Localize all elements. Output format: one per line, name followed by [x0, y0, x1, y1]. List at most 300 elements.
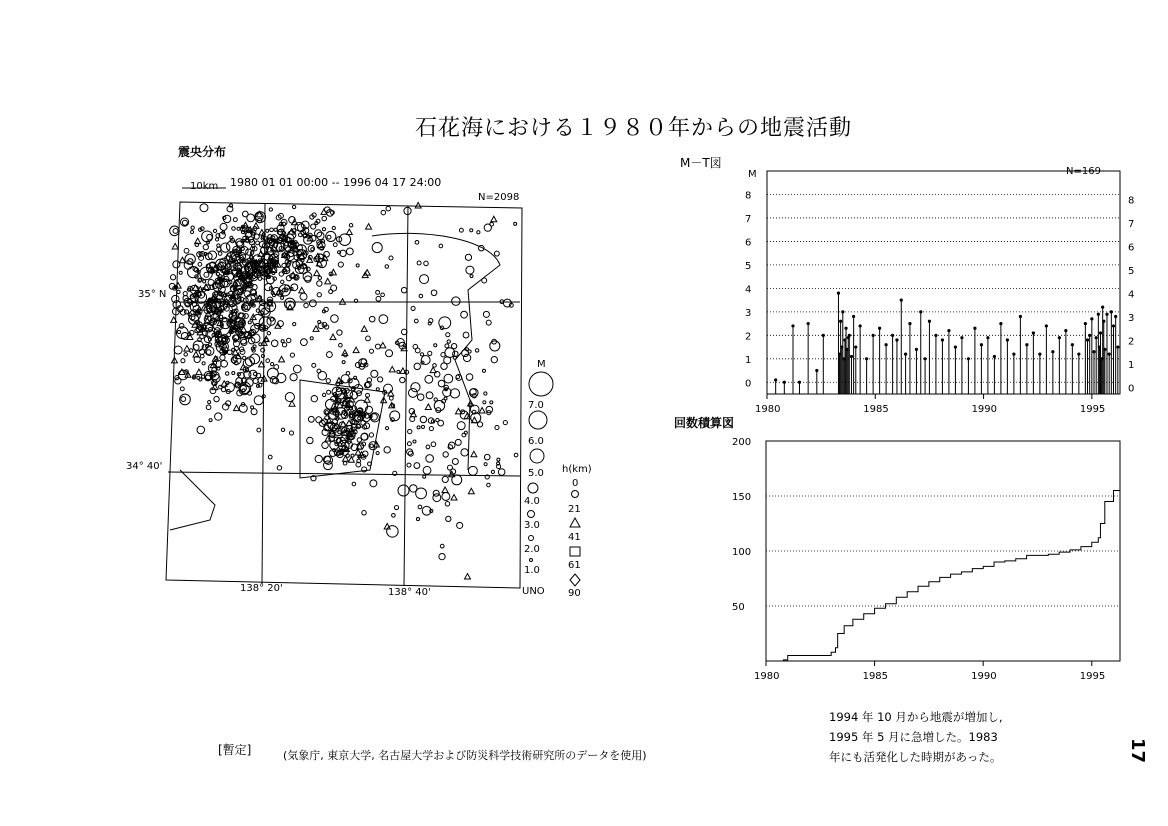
legend-circle-m1: [530, 559, 533, 562]
epicenter-marker: [318, 371, 327, 380]
epicenter-marker: [401, 287, 406, 292]
mt-y-tick-right: 5: [1128, 265, 1135, 277]
epicenter-marker: [205, 316, 208, 319]
mt-event-point: [844, 327, 847, 330]
epicenter-marker: [444, 374, 453, 383]
epicenter-marker: [379, 315, 388, 324]
epicenter-marker: [490, 341, 500, 351]
epicenter-marker: [331, 285, 337, 291]
epicenter-marker: [514, 222, 517, 225]
epicenter-marker: [326, 352, 332, 358]
epicenter-marker: [486, 406, 493, 413]
epicenter-marker: [287, 338, 291, 342]
epicenter-marker: [193, 345, 199, 351]
epicenter-marker: [462, 433, 466, 437]
epicenter-marker: [410, 485, 417, 492]
epicenter-marker: [503, 299, 511, 307]
epicenter-marker: [428, 351, 432, 355]
mt-chart: [745, 166, 1134, 415]
mt-event-point: [986, 336, 989, 339]
epicenter-marker: [277, 373, 286, 382]
epicenter-marker: [400, 377, 405, 382]
epicenter-marker: [317, 281, 322, 286]
epicenter-marker: [389, 256, 393, 260]
epicenter-marker: [206, 405, 211, 410]
epicenter-marker: [214, 396, 219, 401]
mt-event-point: [839, 320, 842, 323]
legend-circle-m7: [529, 372, 553, 396]
description-line-1: 1994 年 10 月から地震が増加し,: [829, 710, 1003, 724]
mt-y-tick-left: 7: [745, 213, 752, 225]
epicenter-marker: [447, 465, 452, 470]
legend-circle-m4: [528, 483, 538, 493]
epicenter-marker: [414, 463, 420, 469]
epicenter-marker: [311, 248, 314, 251]
epicenter-marker: [322, 393, 325, 396]
map-period: 1980 01 01 00:00 -- 1996 04 17 24:00: [230, 176, 442, 189]
legend-depth-title: h(km): [562, 464, 592, 475]
mt-event-point: [1051, 350, 1054, 353]
epicenter-marker: [207, 234, 213, 240]
legend-depth-label: 90: [568, 588, 581, 599]
cumulative-series-line: [766, 476, 1120, 661]
cum-y-tick-label: 50: [732, 602, 745, 613]
lat-label-35: 35° N: [138, 289, 167, 300]
epicenter-marker: [494, 251, 499, 256]
mt-event-point: [783, 381, 786, 384]
epicenter-marker: [477, 422, 482, 427]
cum-x-tick-label: 1990: [971, 671, 997, 682]
epicenter-marker: [487, 483, 491, 487]
epicenter-marker: [438, 380, 445, 387]
epicenter-marker: [215, 238, 218, 241]
epicenter-marker: [421, 425, 424, 428]
epicenter-marker: [394, 505, 398, 509]
epicenter-marker: [346, 229, 352, 235]
epicenter-marker: [420, 275, 429, 284]
epicenter-marker: [357, 438, 361, 442]
epicenter-marker: [220, 223, 227, 230]
page-number: 17: [1127, 738, 1148, 764]
epicenter-marker: [315, 455, 322, 462]
epicenter-marker: [414, 363, 420, 369]
mt-plot-frame: [767, 171, 1120, 394]
mt-event-point: [807, 322, 810, 325]
epicenter-marker: [436, 418, 439, 421]
epicenter-marker: [514, 453, 518, 457]
epicenter-marker: [475, 349, 478, 352]
epicenter-marker: [330, 334, 336, 340]
epicenter-marker: [243, 356, 246, 359]
epicenter-marker: [366, 224, 372, 230]
epicenter-marker: [293, 322, 296, 325]
epicenter-marker: [362, 511, 366, 515]
epicenter-marker: [270, 318, 273, 321]
epicenter-marker: [415, 240, 419, 244]
epicenter-marker: [434, 372, 440, 378]
epicenter-marker: [490, 222, 494, 226]
map-grid-line: [404, 206, 408, 586]
epicenter-marker: [213, 229, 216, 232]
epicenter-marker: [495, 426, 499, 430]
epicenter-marker: [410, 417, 415, 422]
epicenter-marker: [348, 457, 354, 463]
mt-event-point: [928, 320, 931, 323]
epicenter-marker: [416, 518, 419, 521]
epicenter-marker: [369, 349, 373, 353]
mt-heading: M－T図: [680, 156, 722, 170]
epicenter-marker: [491, 356, 497, 362]
epicenter-marker: [180, 387, 184, 391]
mt-event-point: [791, 324, 794, 327]
epicenter-marker: [366, 336, 371, 341]
mt-event-point: [904, 352, 907, 355]
epicenter-marker: [198, 262, 202, 266]
mt-event-point: [891, 334, 894, 337]
mt-event-point: [1095, 336, 1098, 339]
epicenter-marker: [232, 372, 235, 375]
epicenter-marker: [386, 427, 389, 430]
epicenter-marker: [370, 444, 373, 447]
epicenter-marker: [206, 241, 209, 244]
epicenter-marker: [225, 372, 228, 375]
epicenter-marker: [352, 482, 356, 486]
epicenter-marker: [415, 203, 421, 209]
mt-y-tick-right: 2: [1128, 336, 1135, 348]
epicenter-marker: [418, 505, 422, 509]
mt-y-tick-left: 6: [745, 237, 752, 249]
mt-x-tick-label: 1980: [755, 404, 781, 415]
epicenter-marker: [265, 339, 268, 342]
epicenter-marker: [340, 250, 346, 256]
epicenter-marker: [271, 340, 278, 347]
epicenter-marker: [309, 300, 316, 307]
epicenter-marker: [184, 353, 188, 357]
epicenter-marker: [381, 293, 385, 297]
epicenter-marker: [484, 392, 487, 395]
epicenter-marker: [446, 516, 451, 521]
legend-m-label: 6.0: [528, 436, 544, 447]
mt-event-point: [954, 345, 957, 348]
epicenter-marker: [484, 454, 490, 460]
epicenter-marker: [248, 321, 251, 324]
epicenter-marker: [442, 476, 448, 482]
mt-event-point: [1105, 313, 1108, 316]
mt-event-point: [1077, 352, 1080, 355]
mt-event-point: [837, 291, 840, 294]
legend-depth-label: 41: [568, 532, 581, 543]
epicenter-marker: [420, 416, 426, 422]
epicenter-marker: [498, 469, 505, 476]
epicenter-marker: [353, 347, 359, 353]
epicenter-marker: [325, 278, 331, 284]
epicenter-marker: [342, 350, 348, 356]
epicenter-marker: [461, 449, 468, 456]
lon-label-13820: 138° 20': [240, 583, 283, 594]
mt-y-tick-right: 0: [1128, 383, 1135, 395]
epicenter-marker: [417, 426, 420, 429]
epicenter-marker: [173, 228, 178, 233]
epicenter-marker: [281, 428, 284, 431]
note-label: [暫定]: [218, 743, 252, 757]
epicenter-marker: [431, 290, 437, 296]
epicenter-marker: [269, 208, 272, 211]
legend-m-label: 2.0: [524, 544, 540, 555]
epicenter-marker: [251, 409, 257, 415]
epicenter-marker: [304, 303, 308, 307]
epicenter-marker: [293, 365, 301, 373]
epicenter-marker: [321, 209, 327, 215]
epicenter-marker: [389, 396, 393, 400]
mt-y-tick-right: 6: [1128, 242, 1135, 254]
lat-label-3440: 34° 40': [126, 461, 163, 472]
epicenter-marker: [173, 261, 180, 268]
mt-event-point: [980, 343, 983, 346]
epicenter-marker: [349, 224, 352, 227]
mt-event-point: [1088, 334, 1091, 337]
epicenter-marker: [459, 228, 463, 232]
epicenter-marker: [466, 266, 474, 274]
epicenter-marker: [389, 366, 395, 372]
mt-event-point: [1038, 352, 1041, 355]
map-heading: 震央分布: [178, 145, 227, 159]
epicenter-marker: [305, 276, 312, 283]
mt-event-point: [774, 378, 777, 381]
legend-m-label: 1.0: [524, 565, 540, 576]
legend-depth-label: 0: [572, 478, 579, 489]
mt-event-point: [1064, 329, 1067, 332]
epicenter-marker: [455, 439, 461, 445]
epicenter-marker: [206, 350, 211, 355]
mt-event-point: [1110, 310, 1113, 313]
epicenter-marker: [421, 356, 430, 365]
epicenter-marker: [290, 353, 294, 357]
epicenter-marker: [327, 390, 331, 394]
legend-depth-label: 21: [568, 504, 581, 515]
epicenter-marker: [281, 296, 284, 299]
mt-m-label: M: [748, 169, 757, 180]
epicenter-marker: [351, 454, 354, 457]
mt-n-label: N=169: [1066, 166, 1101, 177]
cum-y-tick-label: 200: [732, 437, 752, 448]
mt-x-tick-label: 1995: [1079, 404, 1106, 415]
note-source: (気象庁, 東京大学, 名古屋大学および防災科学技術研究所のデータを使用): [283, 749, 647, 762]
epicenter-marker: [413, 440, 416, 443]
mt-event-point: [850, 355, 853, 358]
epicenter-marker: [174, 346, 182, 354]
mt-y-tick-right: 1: [1128, 359, 1135, 371]
epicenter-marker: [181, 359, 185, 363]
epicenter-marker: [411, 383, 420, 392]
epicenter-marker: [218, 252, 222, 256]
mt-y-tick-left: 3: [745, 307, 752, 319]
epicenter-marker: [387, 526, 399, 538]
epicenter-marker: [312, 363, 316, 367]
epicenter-marker: [247, 214, 255, 222]
epicenter-marker: [468, 466, 477, 475]
legend-m-label: UNO: [522, 586, 545, 597]
epicenter-marker: [322, 216, 327, 221]
mt-event-point: [993, 355, 996, 358]
epicenter-marker: [369, 316, 375, 322]
cum-x-tick-label: 1995: [1079, 671, 1106, 682]
epicenter-marker: [484, 463, 487, 466]
epicenter-marker: [483, 401, 486, 404]
mt-y-tick-left: 5: [745, 260, 752, 272]
epicenter-marker: [452, 475, 462, 485]
epicenter-marker: [342, 456, 348, 462]
epicenter-marker: [470, 275, 473, 278]
epicenter-marker: [262, 233, 265, 236]
epicenter-marker: [279, 356, 285, 362]
page-title: 石花海における１９８０年からの地震活動: [415, 116, 853, 141]
epicenter-marker: [331, 315, 339, 323]
mt-event-point: [1114, 315, 1117, 318]
mt-y-tick-left: 1: [745, 354, 752, 366]
epicenter-marker: [316, 417, 322, 423]
mt-event-point: [900, 299, 903, 302]
epicenter-marker: [479, 408, 485, 414]
epicenter-marker: [443, 452, 448, 457]
epicenter-marker: [376, 296, 381, 301]
mt-event-point: [1108, 352, 1111, 355]
epicenter-marker: [343, 461, 347, 465]
epicenter-marker: [219, 385, 223, 389]
epicenter-marker: [451, 495, 457, 501]
epicenter-marker: [292, 205, 295, 208]
epicenter-marker: [306, 267, 310, 271]
mt-event-point: [999, 322, 1002, 325]
mt-event-point: [798, 381, 801, 384]
epicenter-marker: [191, 316, 195, 320]
mt-event-point: [908, 322, 911, 325]
epicenter-marker: [191, 226, 194, 229]
epicenter-marker: [371, 370, 378, 377]
mt-event-point: [1012, 352, 1015, 355]
epicenter-marker: [440, 544, 444, 548]
map-event-count: N=2098: [478, 192, 520, 203]
mt-event-point: [815, 369, 818, 372]
epicenter-marker: [470, 229, 473, 232]
epicenter-marker: [411, 306, 415, 310]
epicenter-marker: [327, 235, 331, 239]
legend-m-label: 7.0: [528, 400, 544, 411]
epicenter-marker: [433, 494, 441, 502]
epicenter-marker: [450, 389, 459, 398]
mt-event-point: [848, 334, 851, 337]
epicenter-marker: [456, 375, 460, 379]
epicenter-marker: [376, 451, 379, 454]
epicenter-marker: [267, 331, 270, 334]
epicenter-marker: [486, 320, 491, 325]
epicenter-marker: [196, 369, 202, 375]
mt-event-point: [865, 357, 868, 360]
legend-depth-label: 61: [568, 560, 581, 571]
epicenter-marker: [209, 419, 212, 422]
epicenter-marker: [477, 231, 480, 234]
mt-event-point: [878, 327, 881, 330]
coastline: [170, 470, 215, 530]
epicenter-marker: [358, 417, 361, 420]
epicenter-marker: [380, 342, 386, 348]
legend-m-label: 3.0: [524, 520, 540, 531]
epicenter-marker: [465, 254, 471, 260]
epicenter-marker: [445, 502, 450, 507]
mt-event-point: [1006, 338, 1009, 341]
epicenter-marker: [442, 487, 448, 493]
epicenter-marker: [376, 290, 380, 294]
epicenter-marker: [463, 332, 469, 338]
epicenter-marker: [270, 228, 274, 232]
epicenter-marker: [223, 215, 230, 222]
legend-circle-m3: [528, 511, 535, 518]
epicenter-marker: [266, 229, 269, 232]
epicenter-marker: [261, 354, 264, 357]
epicenter-marker: [338, 262, 343, 267]
mt-event-point: [841, 310, 844, 313]
epicenter-marker: [408, 429, 412, 433]
epicenter-marker: [457, 422, 465, 430]
epicenter-marker: [285, 393, 294, 402]
epicenter-marker: [463, 354, 470, 361]
epicenter-marker: [185, 254, 195, 264]
epicenter-marker: [378, 377, 383, 382]
epicenter-marker: [425, 404, 431, 410]
epicenter-marker: [314, 270, 320, 276]
epicenter-marker: [299, 287, 305, 293]
epicenter-marker: [339, 234, 351, 246]
epicenter-marker: [179, 271, 182, 274]
epicenter-marker: [407, 442, 411, 446]
mt-x-tick-label: 1990: [971, 404, 998, 415]
epicenter-marker: [452, 297, 460, 305]
epicenter-marker: [434, 344, 437, 347]
epicenter-marker: [232, 227, 236, 231]
epicenter-marker: [210, 388, 216, 394]
epicenter-marker: [415, 348, 420, 353]
epicenter-marker: [257, 428, 261, 432]
mt-y-tick-left: 4: [745, 284, 752, 296]
epicenter-marker: [362, 467, 367, 472]
mt-event-point: [859, 324, 862, 327]
epicenter-marker: [172, 295, 179, 302]
epicenter-marker: [482, 369, 485, 372]
coastline: [372, 233, 500, 470]
mt-event-point: [947, 329, 950, 332]
mt-event-point: [822, 334, 825, 337]
epicenter-marker: [197, 426, 205, 434]
epicenter-marker: [483, 311, 489, 317]
mt-event-point: [872, 334, 875, 337]
mt-event-point: [1090, 317, 1093, 320]
epicenter-marker: [447, 340, 450, 343]
epicenter-marker: [217, 247, 221, 251]
epicenter-marker: [317, 293, 321, 297]
mt-event-point: [854, 345, 857, 348]
epicenter-marker: [324, 461, 333, 470]
epicenter-markers: [169, 203, 518, 580]
epicenter-marker: [346, 248, 353, 255]
mt-event-point: [1112, 324, 1115, 327]
mt-event-point: [1099, 331, 1102, 334]
epicenter-marker: [208, 279, 214, 285]
epicenter-marker: [311, 224, 316, 229]
map-scale-label: 10km: [190, 181, 219, 192]
epicenter-marker: [503, 420, 507, 424]
epicenter-marker: [490, 401, 493, 404]
epicenter-marker: [426, 392, 433, 399]
epicenter-marker: [433, 364, 437, 368]
